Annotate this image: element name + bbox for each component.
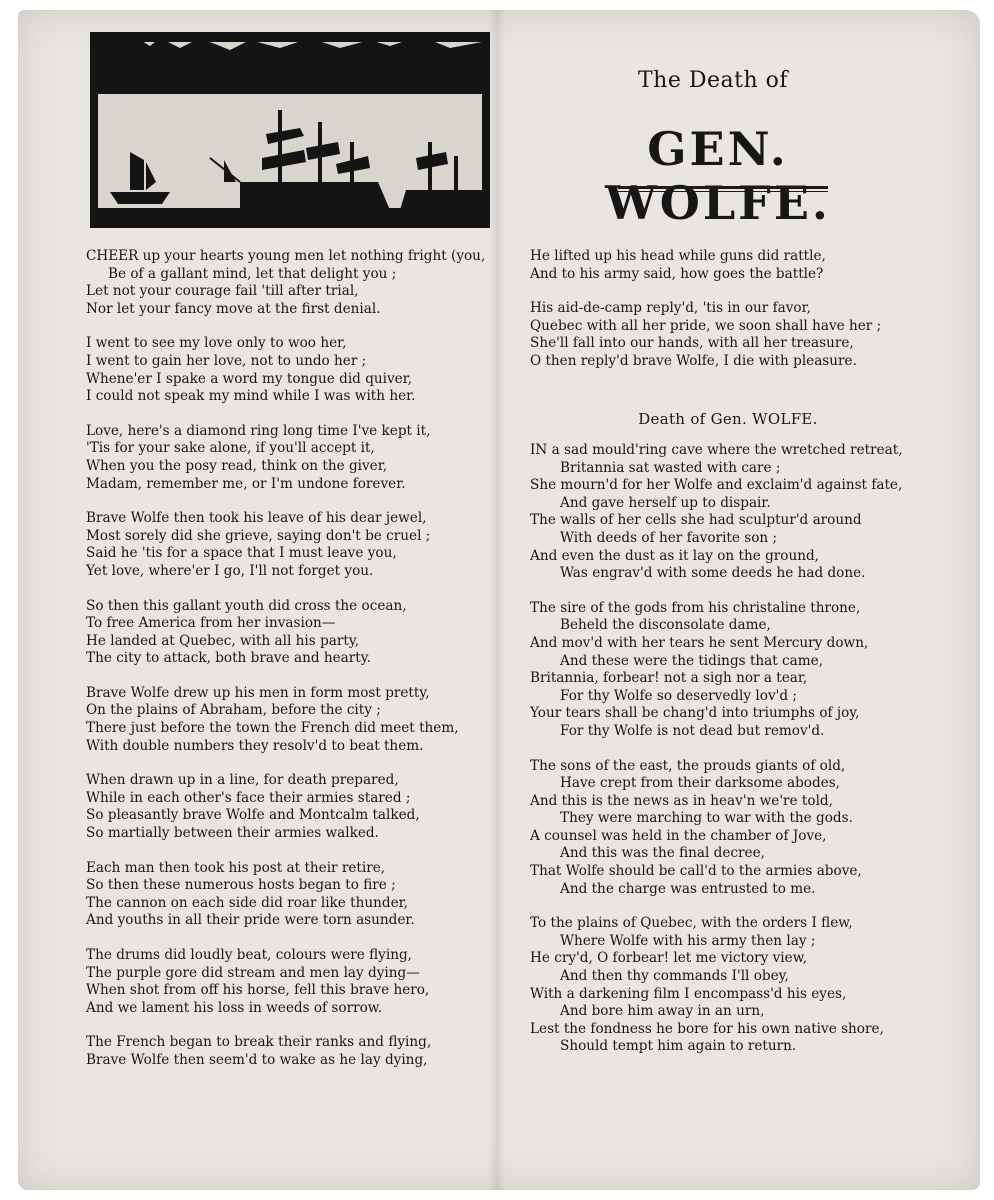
verse-line: With double numbers they resolv'd to beat them. [86,737,424,754]
stanza [530,300,950,370]
verse-line: And to his army said, how goes the battle? [530,265,824,282]
stanza [530,915,960,1056]
verse-line: The city to attack, both brave and hearty. [86,650,371,667]
verse-line: And these were the tidings that came, [560,652,824,669]
verse-line: For thy Wolfe is not dead but remov'd. [560,722,825,739]
verse-line: So then this gallant youth did cross the ocean, [86,597,407,614]
verse-line: He cry'd, O forbear! let me victory view, [530,950,808,967]
verse-line: And bore him away in an urn, [560,1003,765,1020]
verse-line: She'll fall into our hands, with all her treasure, [530,335,854,352]
verse-line: So martially between their armies walked. [86,825,379,842]
verse-line: Madam, remember me, or I'm undone forever. [86,475,406,492]
verse-line: So pleasantly brave Wolfe and Montcalm talked, [86,807,420,824]
verse-line: 'Tis for your sake alone, if you'll accept it, [86,440,375,457]
verse-line: And the charge was entrusted to me. [560,880,816,897]
verse-line: He landed at Quebec, with all his party, [86,632,360,649]
verse-line: On the plains of Abraham, before the city ; [86,702,381,719]
verse-line: And youths in all their pride were torn asunder. [86,912,415,929]
verse-line: She mourn'd for her Wolfe and exclaim'd against fate, [530,477,903,494]
stanza [530,442,960,583]
verse-line: Quebec with all her pride, we soon shall have her ; [530,317,882,334]
verse-line: The French began to break their ranks and flying, [86,1034,432,1051]
stanza [86,335,522,405]
verse-line: Britannia, forbear! not a sigh nor a tear, [530,670,808,687]
verse-line: And then thy commands I'll obey, [560,968,789,985]
verse-line: The sons of the east, the prouds giants of old, [530,757,846,774]
verse-line: Whene'er I spake a word my tongue did quiver, [86,370,413,387]
verse-line: O then reply'd brave Wolfe, I die with pleasure. [530,352,857,369]
verse-line: A counsel was held in the chamber of Jove, [530,827,827,844]
verse-line: Nor let your fancy move at the first denial. [86,300,381,317]
verse-line: He lifted up his head while guns did rattle, [530,248,826,264]
verse-line: Lest the fondness he bore for his own native shore, [530,1020,884,1037]
verse-line: When drawn up in a line, for death prepared, [86,772,399,789]
verse-line: I could not speak my mind while I was with her. [86,388,416,405]
verse-line: I went to see my love only to woo her, [86,335,347,352]
verse-line: To free America from her invasion— [86,615,336,632]
broadside-sheet [18,10,980,1190]
verse-line: The drums did loudly beat, colours were flying, [86,947,412,963]
verse-line: Each man then took his post at their retire, [86,859,386,876]
stanza [86,685,522,755]
second-song-column [530,442,960,1073]
verse-line: Your tears shall be chang'd into triumphs of joy, [530,705,860,722]
left-column [86,248,522,1087]
verse-line: Brave Wolfe then took his leave of his dear jewel, [86,510,427,527]
stanza [86,248,522,318]
verse-line: To the plains of Quebec, with the orders I flew, [530,915,853,932]
stanza [530,758,960,899]
verse-line: The sire of the gods from his christaline throne, [530,599,861,616]
verse-line: And this was the final decree, [560,845,765,862]
stanza [530,248,950,283]
stanza [86,947,522,1017]
verse-line: Said he 'tis for a space that I must leave you, [86,545,397,562]
verse-line: The walls of her cells she had sculptur'd around [530,512,862,529]
stanza [86,423,522,493]
verse-line: Brave Wolfe then seem'd to wake as he lay dying, [86,1051,428,1068]
verse-line: When you the posy read, think on the giver, [86,457,388,474]
verse-line: The cannon on each side did roar like thunder, [86,894,408,911]
verse-line: And even the dust as it lay on the ground, [530,547,819,564]
verse-line: Where Wolfe with his army then lay ; [560,932,816,949]
verse-line: When shot from off his horse, fell this brave hero, [86,982,430,999]
title-top: The Death of [637,68,789,93]
verse-line: For thy Wolfe so deservedly lov'd ; [560,687,797,704]
verse-line: Have crept from their darksome abodes, [560,775,840,792]
right-column [530,248,950,388]
verse-line: And mov'd with her tears he sent Mercury down, [530,634,869,651]
verse-line: Let not your courage fail 'till after trial, [86,283,359,300]
verse-line: Should tempt him again to return. [560,1038,797,1055]
verse-line: So then these numerous hosts began to fire ; [86,877,396,894]
verse-line: There just before the town the French did meet them, [86,720,459,737]
ships-woodcut-illustration [90,32,490,228]
stanza [86,1034,522,1069]
second-song-heading: Death of Gen. WOLFE. [638,410,818,428]
verse-line: Love, here's a diamond ring long time I've kept it, [86,422,431,439]
stanza [86,510,522,580]
verse-line: Beheld the disconsolate dame, [560,617,771,634]
stanza [86,860,522,930]
verse-line: The purple gore did stream and men lay dying— [86,964,420,981]
verse-line: Was engrav'd with some deeds he had done. [560,565,866,582]
stanza [86,772,522,842]
verse-line: Brave Wolfe drew up his men in form most pretty, [86,684,430,701]
verse-line: And this is the news as in heav'n we're told, [530,792,833,809]
verse-line: And gave herself up to dispair. [560,494,771,511]
verse-line: Most sorely did she grieve, saying don't be cruel ; [86,527,431,544]
stanza [86,598,522,668]
title-rule [618,186,828,192]
verse-line: That Wolfe should be call'd to the armies above, [530,863,862,880]
verse-line: Britannia sat wasted with care ; [560,459,781,476]
stanza [530,600,960,741]
verse-line: CHEER up your hearts young men let nothing fright (you, [86,248,486,264]
verse-line: And we lament his loss in weeds of sorrow. [86,999,383,1016]
verse-line: While in each other's face their armies stared ; [86,789,411,806]
verse-line: I went to gain her love, not to undo her ; [86,352,367,369]
title-main: GEN. WOLFE. [605,122,831,230]
verse-line: Be of a gallant mind, let that delight you ; [108,265,397,282]
verse-line: IN a sad mould'ring cave where the wretched retreat, [530,442,903,458]
verse-line: With a darkening film I encompass'd his eyes, [530,985,847,1002]
verse-line: With deeds of her favorite son ; [560,529,778,546]
verse-line: His aid-de-camp reply'd, 'tis in our favor, [530,300,811,317]
verse-line: Yet love, where'er I go, I'll not forget you. [86,562,374,579]
verse-line: They were marching to war with the gods. [560,810,853,827]
